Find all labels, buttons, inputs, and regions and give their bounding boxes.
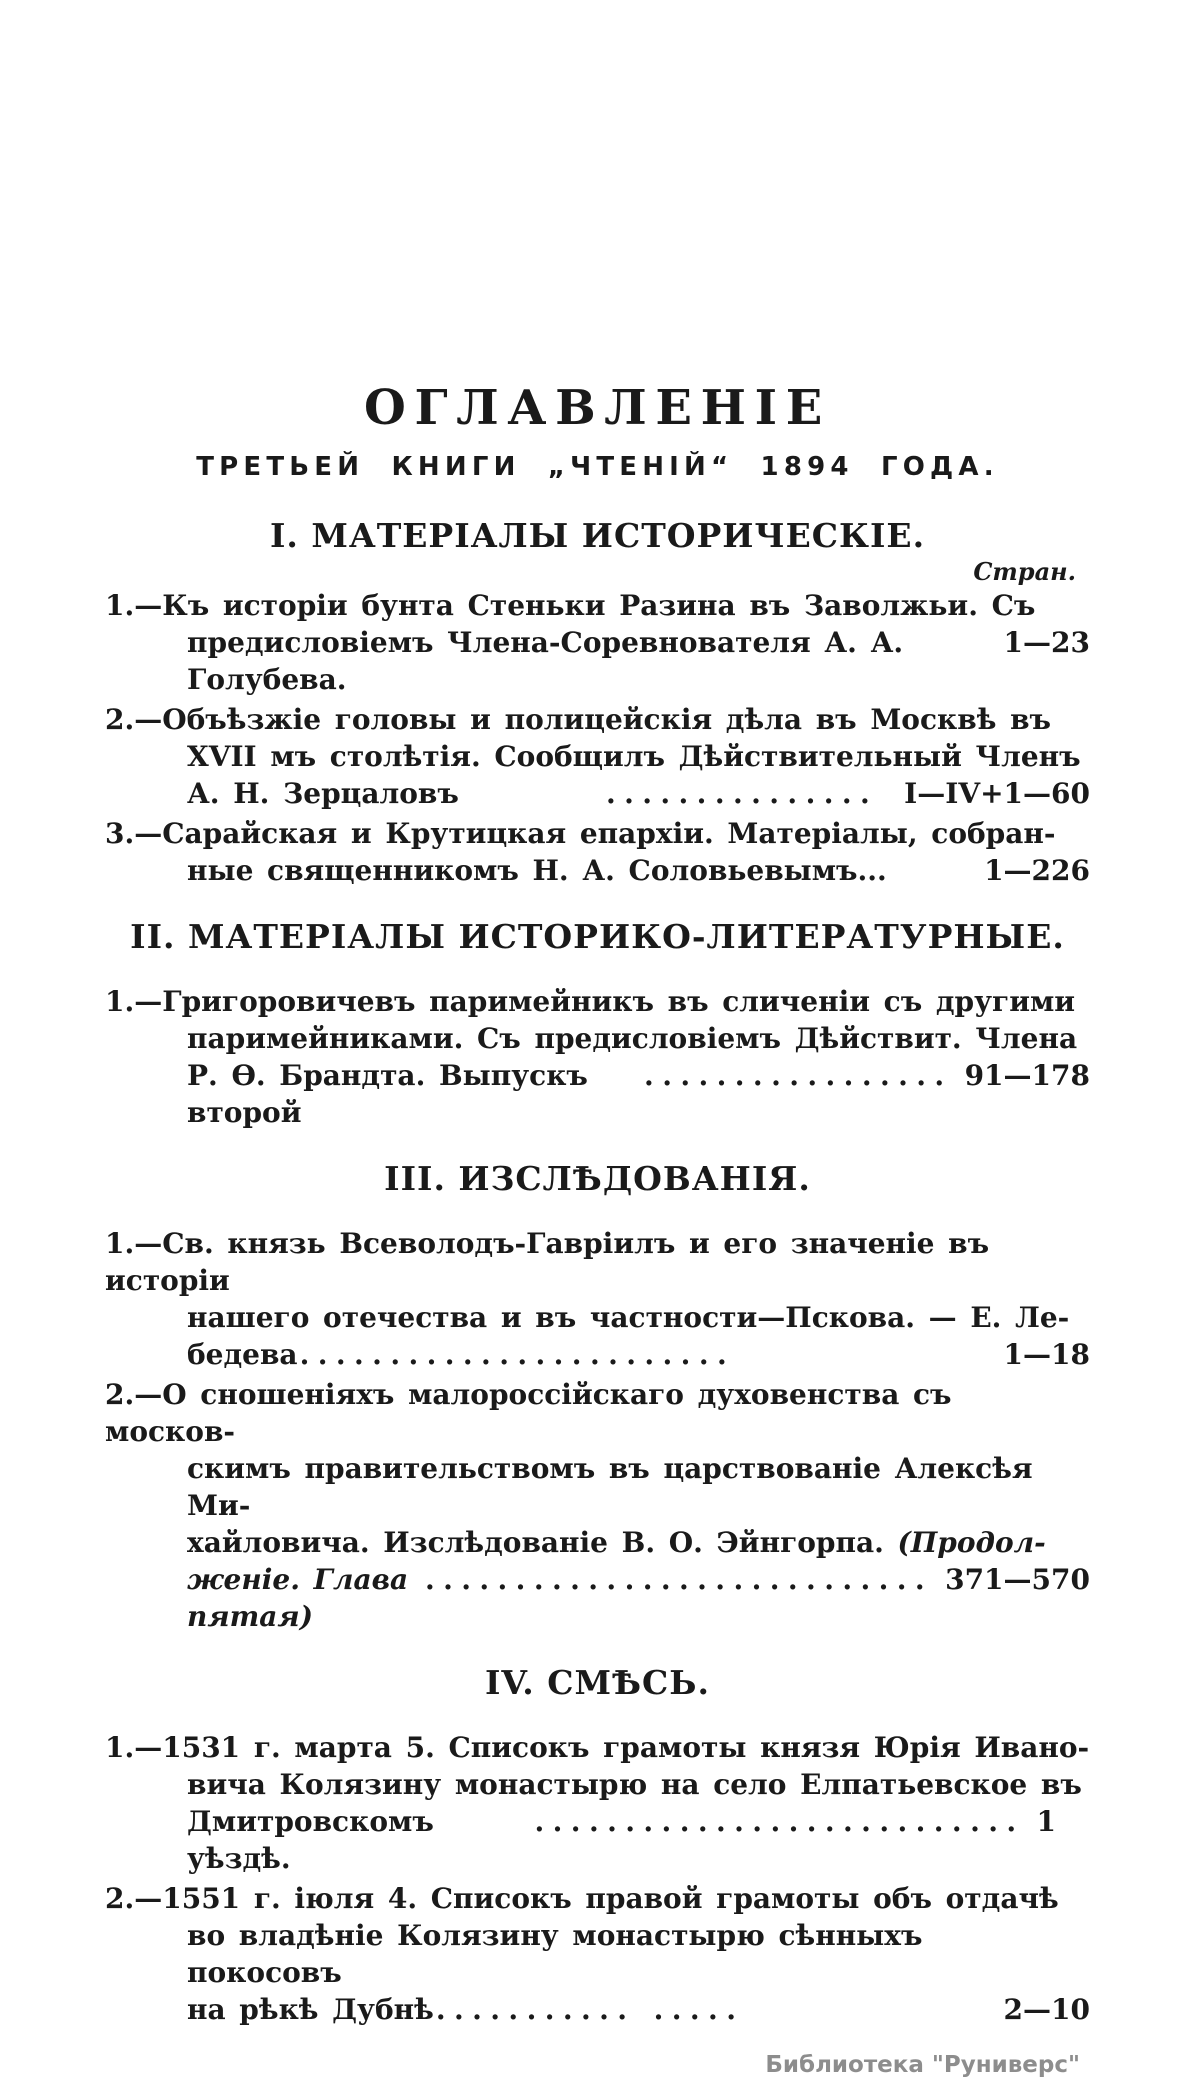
toc-line [105,1450,1090,1524]
section-entries [105,983,1090,1131]
entry-text: на рѣкѣ Дубнѣ [187,1993,434,2026]
dot-leader: ............... [605,777,879,810]
entry-text: скимъ правительствомъ въ царствованіе Алексѣя Ми- [187,1452,1047,1522]
page-number: 2—10 [1003,1993,1090,2026]
entry-text: Р. Ѳ. Брандта. Выпускъ второй [187,1059,602,1129]
dot-leader: ........... ..... [435,1993,745,2026]
entry-text: нашего отечества и въ частности—Пскова. — Е. Ле- [187,1301,1070,1334]
toc-entry [105,1880,1090,2028]
toc-line [105,1729,1090,1766]
toc-line [105,701,1090,738]
toc-entry [105,1376,1090,1635]
toc-line [105,1880,1090,1917]
toc-line [105,1917,1090,1991]
toc-entry [105,983,1090,1131]
toc-entry [105,701,1090,812]
entry-text: хайловича. Изслѣдованіе В. О. Эйнгорпа. [187,1526,898,1559]
entry-text: бедева [187,1338,298,1371]
section-heading: I. МАТЕРІАЛЫ ИСТОРИЧЕСКІЕ. [269,516,926,555]
page-number: 91—178 [964,1059,1090,1092]
toc-line [105,1561,1090,1635]
pages-column-label: Стран. [973,557,1076,586]
section-miscellany [105,1665,1090,2028]
toc-line [105,1299,1090,1336]
toc-line [105,1057,1090,1131]
dot-leader: ............................ [424,1563,934,1596]
entry-text: во владѣніе Колязину монастырю сѣнныхъ покосовъ [187,1919,937,1989]
toc-line [105,624,1090,698]
entry-text: 1.—Св. князь Всеволодъ-Гавріилъ и его значеніе въ исторіи [105,1227,1003,1297]
toc-line [105,1225,1090,1299]
page-title: ОГЛАВЛЕНІЕ [364,380,831,436]
section-materials-literary [105,919,1090,1131]
toc-line [105,1766,1090,1803]
section-heading: II. МАТЕРІАЛЫ ИСТОРИКО-ЛИТЕРАТУРНЫЕ. [130,917,1065,956]
toc-line [105,1991,1090,2028]
toc-line [105,852,1090,889]
section-entries [105,1729,1090,2028]
section-heading: III. ИЗСЛѢДОВАНІЯ. [384,1159,811,1198]
entry-text: 2.—Объѣзжіе головы и полицейскія дѣла въ Москвѣ въ [105,703,1051,736]
entry-text-italic: (Продол- [897,1526,1046,1559]
entry-text: Дмитровскомъ уѣздѣ. [187,1805,448,1875]
toc-line [105,1803,1090,1877]
library-watermark: Библиотека "Руниверс" [765,2052,1080,2078]
toc-line [105,983,1090,1020]
entry-text: ные священникомъ Н. А. Соловьевымъ... [187,854,887,887]
toc-line [105,1376,1090,1450]
page-number: 371—570 [945,1563,1090,1596]
section-entries [105,1225,1090,1635]
section-materials-historical [105,518,1090,889]
entry-text: вича Колязину монастырю на село Елпатьевское въ [187,1768,1082,1801]
page-number: 1 [1036,1805,1056,1838]
entry-text: предисловіемъ Члена-Соревнователя А. А. Голубева. [187,626,917,696]
section-research [105,1161,1090,1635]
entry-text: 1.—Григоровичевъ паримейникъ въ сличеніи съ другими [105,985,1076,1018]
entry-text: 2.—1551 г. іюля 4. Списокъ правой грамоты объ отдачѣ [105,1882,1059,1915]
toc-line [105,815,1090,852]
dot-leader: ................. [644,1059,953,1092]
entry-text: А. Н. Зерцаловъ [187,777,459,810]
entry-text: 3.—Сарайская и Крутицкая епархіи. Матеріалы, собран- [105,817,1056,850]
section-heading: IV. СМѢСЬ. [485,1663,710,1702]
entry-text-italic: женіе. Глава пятая) [187,1563,422,1633]
toc-line [105,775,1090,812]
page-number: 1—18 [1003,1338,1090,1371]
dot-leader: ........................ [299,1338,736,1371]
toc-line [105,587,1090,624]
toc-line [105,1336,1090,1373]
toc-entry [105,587,1090,698]
toc-entry [105,815,1090,889]
toc-line [105,738,1090,775]
toc-entry [105,1729,1090,1877]
entry-text: паримейниками. Съ предисловіемъ Дѣйствит. Члена [187,1022,1078,1055]
page-number: I—IV+1—60 [904,777,1090,810]
dot-leader: ........................... [534,1805,1025,1838]
entry-text: 1.—Къ исторіи бунта Стеньки Разина въ Заволжьи. Съ [105,589,1036,622]
entry-text: 1.—1531 г. марта 5. Списокъ грамоты князя Юрія Ивано- [105,1731,1090,1764]
page-subtitle: ТРЕТЬЕЙ КНИГИ „ЧТЕНІЙ“ 1894 ГОДА. [196,452,999,482]
entry-text: XVII мъ столѣтія. Сообщилъ Дѣйствительный Членъ [187,740,1081,773]
toc-line [105,1020,1090,1057]
page-number: 1—226 [984,854,1090,887]
entry-text: 2.—О сношеніяхъ малороссійскаго духовенства съ москов- [105,1378,966,1448]
section-entries [105,587,1090,889]
page-number: 1—23 [1003,626,1090,659]
toc-line [105,1524,1090,1561]
toc-entry [105,1225,1090,1373]
